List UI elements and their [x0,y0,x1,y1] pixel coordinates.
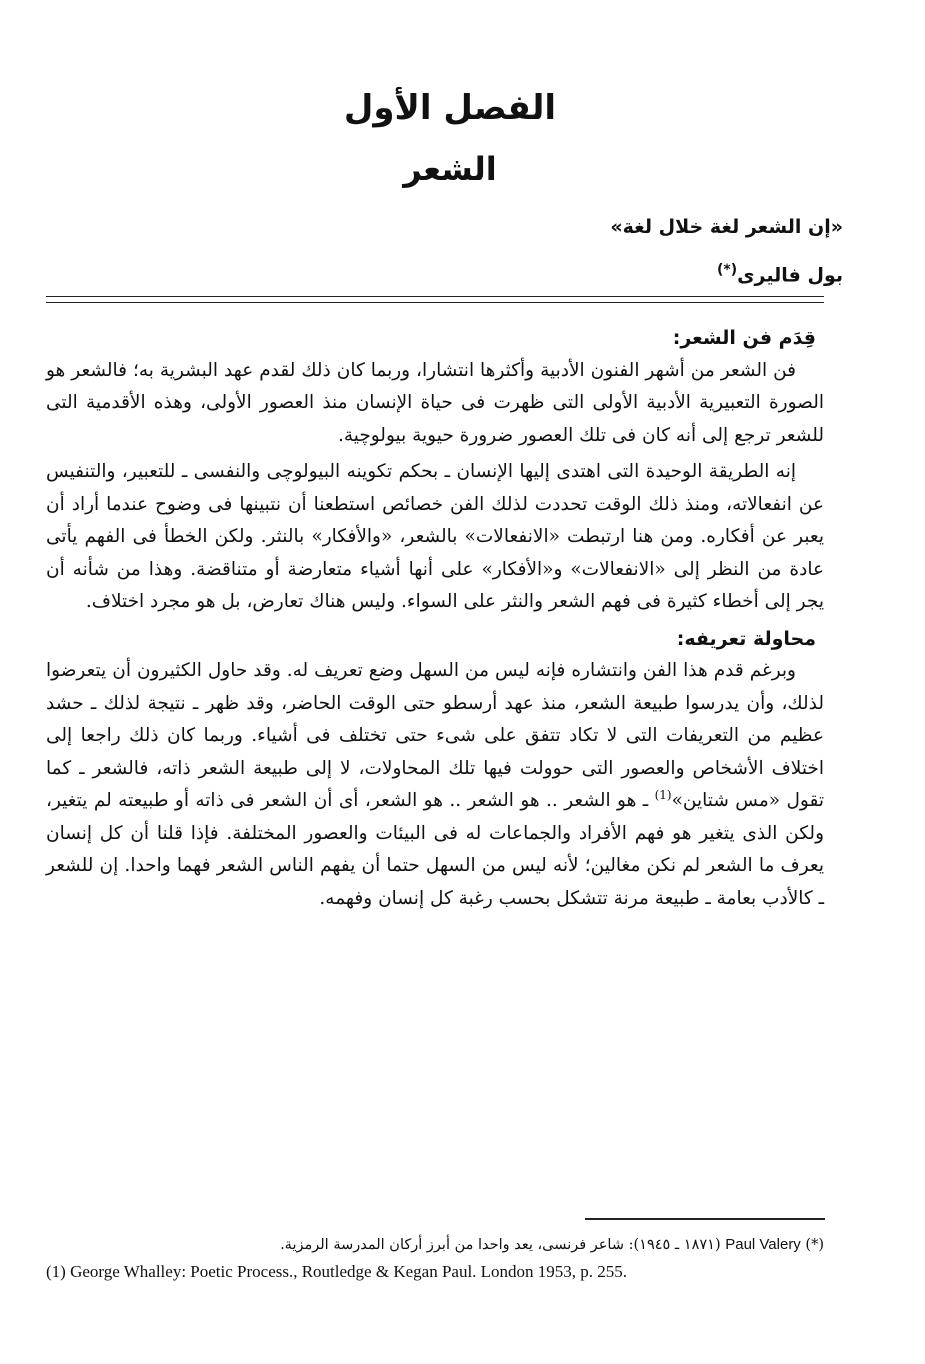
section-heading-definition: محاولة تعريفه: [676,627,816,650]
header-divider-top [46,296,824,297]
attribution-footnote-mark: (*) [717,262,738,278]
body-text [46,318,824,915]
paragraph: فن الشعر من أشهر الفنون الأدبية وأكثرها انتشارا، وربما كان ذلك لقدم عهد البشرية به؛ فالشعر هو الصورة التعبيرية الأدبية الأولى التى ظهرت فى حياة الإنسان منذ العصور الأولى، وهذه الأقدمية التى للشعر ترجع إلى أنه كان فى تلك العصور ضرورة حيوية بيولوچية. [46,359,824,446]
footnote-star-dates: (١٨٧١ ـ ١٩٤٥): [628,1237,721,1253]
paragraph [46,655,824,915]
footnote-star [46,1232,824,1258]
footnote-divider [585,1218,825,1220]
footnote-one: (1) George Whalley: Poetic Process., Routledge & Kegan Paul. London 1953, p. 255. [46,1262,628,1281]
chapter-title: الفصل الأول [343,88,557,128]
paragraph-text: ـ هو الشعر .. هو الشعر .. هو الشعر، أى أن الشعر فى ذاته أو طبيعته لم يتغير، ولكن الذى يتغير هو فهم الأفراد والجماعات له فى البيئات والعصور المختلفة. فإذا قلنا أن كل إنسان يعرف ما الشعر لم نكن مغالين؛ لأنه ليس من السهل حتما أن يفهم الناس الشعر فهما واحدا. إن للشعر ـ كالأدب بعامة ـ طبيعة مرنة تتشكل بحسب رغبة كل إنسان وفهمه. [46,790,824,909]
section-heading-antiquity: قِدَم فن الشعر: [672,327,816,349]
epigraph-quote: «إن الشعر لغة خلال لغة» [610,216,843,238]
footnote-star-name: Paul Valery [725,1236,801,1253]
footnote-reference: (1) [654,787,672,802]
footnotes [46,1232,824,1286]
epigraph-attribution [717,262,843,286]
paragraph: إنه الطريقة الوحيدة التى اهتدى إليها الإنسان ـ بحكم تكوينه البيولوچى والنفسى ـ للتعبير، والتنفيس عن انفعالاته، ومنذ ذلك الوقت تحددت لذلك الفن خصائص استطعنا أن نتبينها فى وضوح عندما أراد أن يعبر عن أفكاره. ومن هنا ارتبطت «الانفعالات» بالشعر، «والأفكار» بالنثر. ولكن الخطأ فى الفهم يأتى عادة من النظر إلى «الانفعالات» و«الأفكار» على أنها أشياء متعارضة أو متناقضة. وهذا من شأنه أن يجر إلى أخطاء كثيرة فى فهم الشعر والنثر على السواء. وليس هناك تعارض، بل هو مجرد اختلاف. [46,461,824,612]
footnote-star-text: شاعر فرنسى، يعد واحدا من أبرز أركان المدرسة الرمزية. [280,1237,624,1253]
attribution-name: بول فاليرى [737,264,843,287]
paragraph-text: وبرغم قدم هذا الفن وانتشاره فإنه ليس من السهل وضع تعريف له. وقد حاول الكثيرون أن يتعرضوا لذلك، وأن يدرسوا طبيعة الشعر، منذ عهد أرسطو حتى الوقت الحاضر، وقد ظهر ـ نتيجة لذلك ـ حشد عظيم من التعريفات التى لا تكاد تتفق على شىء حتى تختلف فى أشياء. وربما كان ذلك راجعا إلى اختلاف الأشخاص والعصور التى حوولت فيها تلك المحاولات، لا إلى طبيعة الشعر ذاته، فالشعر ـ كما تقول «مس شتاين» [46,660,824,811]
chapter-subject: الشعر [403,150,497,188]
header-divider-bottom [46,302,824,303]
footnote-star-mark: (*) [805,1237,824,1253]
